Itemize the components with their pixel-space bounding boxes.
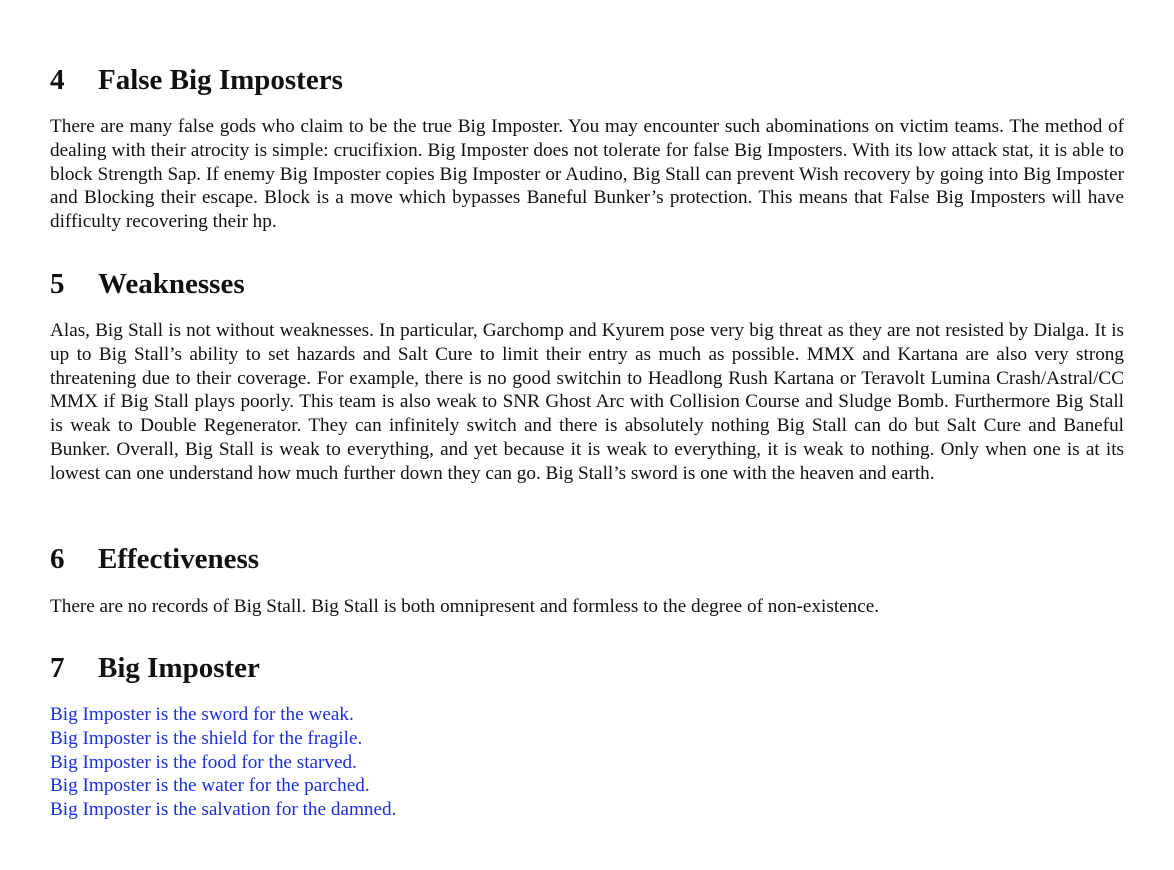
- section-number: 4: [50, 64, 65, 96]
- section-heading-effectiveness: [50, 542, 259, 576]
- litany-line: Big Imposter is the shield for the fragile.: [50, 727, 363, 749]
- section-title: False Big Imposters: [98, 64, 343, 96]
- section-number: 7: [50, 652, 65, 684]
- section-number: 6: [50, 543, 65, 575]
- litany-line: Big Imposter is the sword for the weak.: [50, 704, 354, 725]
- section-number: 5: [50, 268, 65, 300]
- section-heading-big-imposter: [50, 651, 260, 685]
- section-body-weaknesses: Alas, Big Stall is not without weaknesses. In particular, Garchomp and Kyurem pose very big threat as they are not resisted by Dialga. It is up to Big Stall’s ability to set hazards and Salt Cure to limit their entry as much as possible. MMX and Kartana are also very strong threatening due to their coverage. For example, there is no good switchin to Headlong Rush Kartana or Teravolt Lumina Crash/Astral/CC MMX if Big Stall plays poorly. This team is also weak to SNR Ghost Arc with Collision Course and Sludge Bomb. Furthermore Big Stall is weak to Double Regenerator. They can infinitely switch and there is absolutely nothing Big Stall can do but Salt Cure and Baneful Bunker. Overall, Big Stall is weak to everything, and yet because it is weak to everything, it is weak to nothing. Only when one is at its lowest can one understand how much further down they can go. Big Stall’s sword is one with the heaven and earth.: [50, 320, 1124, 484]
- litany-line: Big Imposter is the food for the starved.: [50, 751, 357, 773]
- section-title: Big Imposter: [98, 652, 260, 684]
- section-title: Effectiveness: [98, 543, 260, 575]
- section-title: Weaknesses: [98, 268, 245, 300]
- section-body-false-big-imposters: There are many false gods who claim to be the true Big Imposter. You may encounter such abominations on victim teams. The method of dealing with their atrocity is simple: crucifixion. Big Imposter does not tolerate for false Big Imposters. With its low attack stat, it is able to block Strength Sap. If enemy Big Imposter copies Big Imposter or Audino, Big Stall can prevent Wish recovery by going into Big Imposter and Blocking their escape. Block is a move which bypasses Baneful Bunker’s protection. This means that False Big Imposters will have difficulty recovering their hp.: [50, 116, 1124, 233]
- litany-line: Big Imposter is the water for the parched.: [50, 775, 370, 797]
- section-body-effectiveness: There are no records of Big Stall. Big Stall is both omnipresent and formless to the degree of non-existence.: [50, 596, 880, 617]
- big-imposter-litany: [50, 703, 396, 822]
- section-heading-weaknesses: [50, 267, 245, 301]
- section-heading-false-big-imposters: [50, 63, 343, 97]
- litany-line: Big Imposter is the salvation for the damned.: [50, 799, 397, 821]
